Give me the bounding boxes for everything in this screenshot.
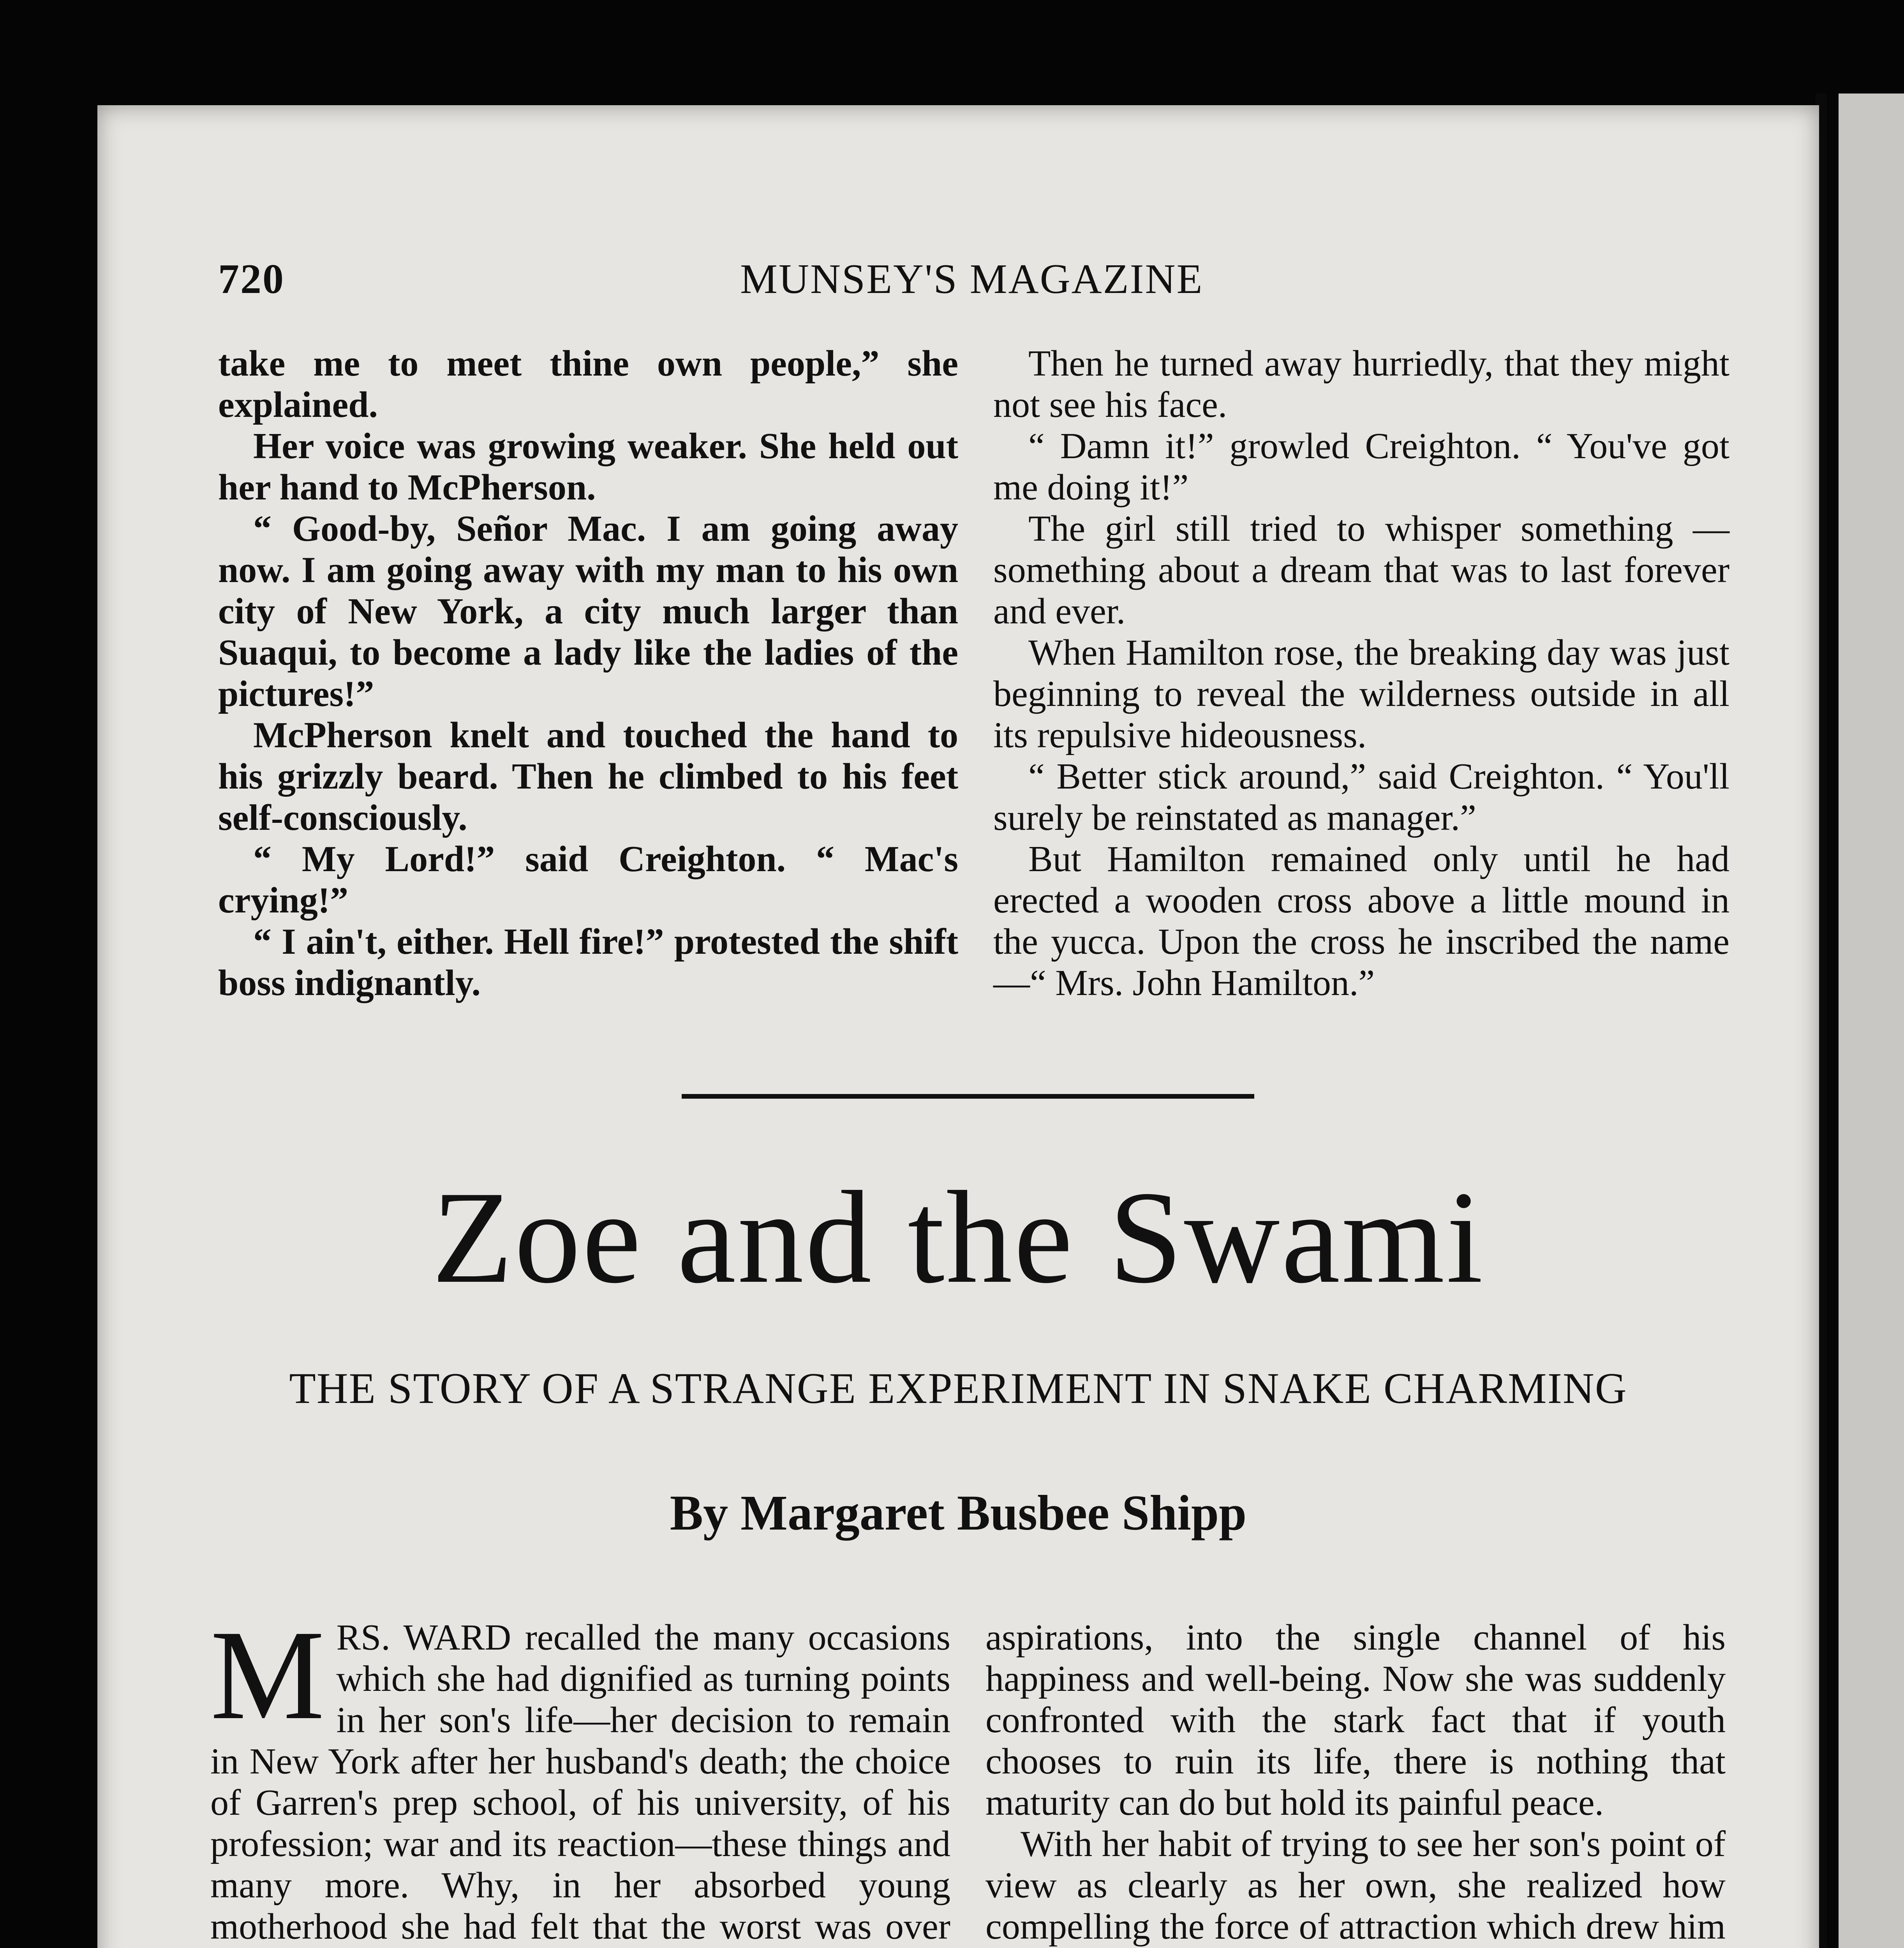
adjacent-page-edge [1839, 94, 1904, 1948]
prev-story-left-column [218, 343, 958, 1004]
paragraph: “ My Lord!” said Creighton. “ Mac's crying!” [218, 839, 958, 921]
paragraph: When Hamilton rose, the breaking day was just beginning to reveal the wilderness outside in all its repulsive hideousness. [993, 632, 1729, 755]
paragraph: “ I ain't, either. Hell fire!” protested the shift boss indignantly. [218, 921, 958, 1003]
drop-cap: M [210, 1604, 325, 1746]
page-number: 720 [218, 256, 285, 302]
opening-paragraph [210, 1604, 950, 1948]
story-byline: By Margaret Busbee Shipp [670, 1485, 1247, 1540]
paragraph: aspirations, into the single channel of his happiness and well-being. Now she was suddenly confronted with the stark fact that if youth chooses to ruin its life, there is nothing that maturity can do but hold its painful peace. [985, 1617, 1726, 1823]
paragraph: With her habit of trying to see her son's point of view as clearly as her own, she realized how compelling the force of attraction which drew him [985, 1824, 1726, 1947]
paragraph: “ Damn it!” growled Creighton. “ You've got me doing it!” [993, 426, 1729, 508]
opening-text: RS. WARD recalled the many occasions which she had dignified as turning points in her son's life—her decision to remain in New York after her husband's death; the choice of Garren's prep school, of his university, of his profession; war and its reaction—these things and many more. Why, in her absorbed young motherhood she had felt that the worst was over [210, 1617, 950, 1947]
story-right-column [985, 1617, 1726, 1948]
paragraph: Then he turned away hurriedly, that they might not see his face. [993, 343, 1729, 425]
story-left-column [210, 1604, 950, 1948]
paragraph: “ Good-by, Señor Mac. I am going away now. I am going away with my man to his own city of New York, a city much larger than Suaqui, to become a lady like the ladies of the pictures!” [218, 508, 958, 714]
magazine-name: MUNSEY'S MAGAZINE [740, 256, 1204, 302]
prev-story-right-column [993, 343, 1729, 1004]
paragraph: Her voice was growing weaker. She held out her hand to McPherson. [218, 426, 958, 508]
paragraph: McPherson knelt and touched the hand to his grizzly beard. Then he climbed to his feet self-consciously. [218, 715, 958, 838]
story-subtitle: THE STORY OF A STRANGE EXPERIMENT IN SNAKE CHARMING [289, 1364, 1627, 1413]
paragraph: take me to meet thine own people,” she explained. [218, 343, 958, 425]
running-header [218, 255, 1729, 306]
paragraph: The girl still tried to whisper something —something about a dream that was to last forever and ever. [993, 508, 1729, 632]
story-title: Zoe and the Swami [432, 1164, 1485, 1311]
paragraph: “ Better stick around,” said Creighton. “ You'll surely be reinstated as manager.” [993, 756, 1729, 838]
section-divider [682, 1094, 1254, 1099]
paragraph: But Hamilton remained only until he had erected a wooden cross above a little mound in the yucca. Upon the cross he inscribed the name—“ Mrs. John Hamilton.” [993, 839, 1729, 1003]
